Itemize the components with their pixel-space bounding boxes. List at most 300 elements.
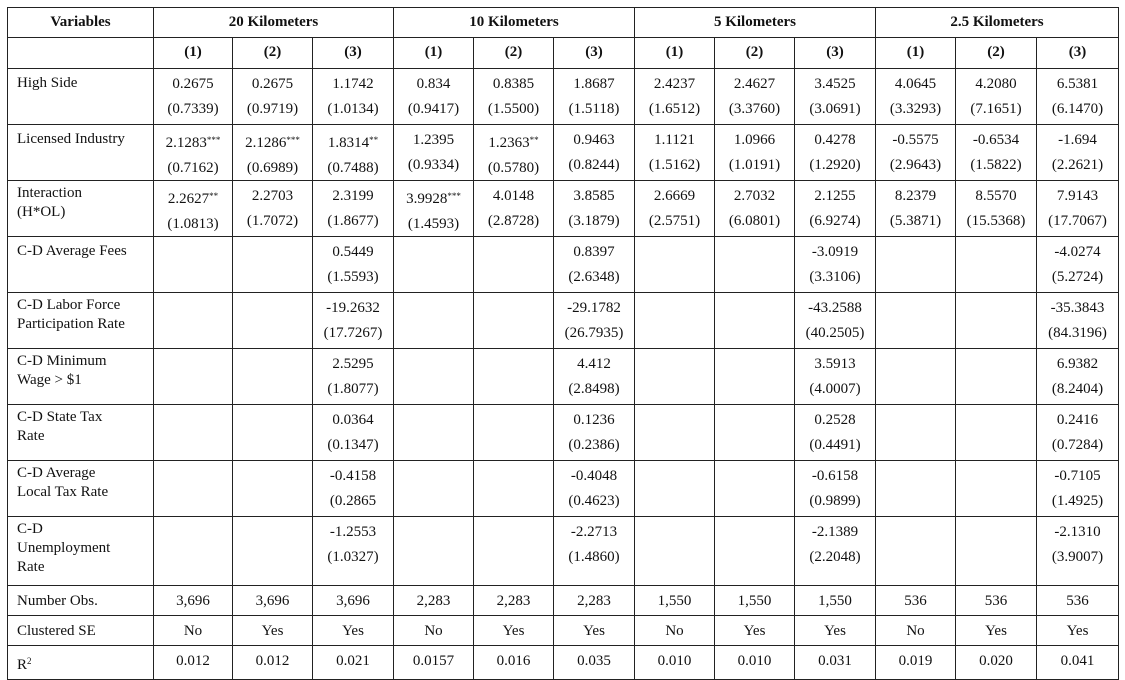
estimate-cell bbox=[876, 69, 956, 125]
summary-value: 0.0157 bbox=[394, 646, 474, 680]
coefficient-line bbox=[394, 72, 473, 97]
coefficient-line bbox=[554, 464, 634, 489]
summary-row bbox=[8, 586, 1119, 616]
significance-stars: *** bbox=[447, 191, 461, 201]
estimate-cell bbox=[554, 293, 635, 349]
standard-error: (0.9334) bbox=[407, 156, 460, 173]
coefficient: 2.2703 bbox=[251, 188, 294, 204]
estimate-cell bbox=[795, 517, 876, 586]
column-number-row bbox=[8, 38, 1119, 69]
estimate-cell bbox=[956, 69, 1037, 125]
standard-error: (1.5500) bbox=[487, 100, 540, 117]
estimate-cell bbox=[635, 293, 715, 349]
coefficient: 2.7032 bbox=[733, 188, 776, 204]
group-header-2-5km: 2.5 Kilometers bbox=[876, 8, 1119, 38]
standard-error: (0.7284) bbox=[1051, 436, 1104, 453]
standard-error: (1.7072) bbox=[246, 212, 299, 229]
estimate-cell bbox=[635, 181, 715, 237]
standard-error: (1.0134) bbox=[327, 100, 379, 117]
estimate-cell bbox=[956, 517, 1037, 586]
coefficient: 0.8385 bbox=[492, 76, 535, 92]
summary-value: Yes bbox=[554, 616, 635, 646]
superscript: 2 bbox=[27, 656, 32, 666]
coefficient-line bbox=[313, 520, 393, 545]
standard-error: (1.0191) bbox=[728, 156, 781, 173]
coefficient: 4.2080 bbox=[975, 76, 1017, 92]
estimate-cell bbox=[635, 517, 715, 586]
estimate-cell bbox=[474, 293, 554, 349]
estimate-cell bbox=[795, 125, 876, 181]
estimate-cell bbox=[876, 517, 956, 586]
variable-label-line: C-D Minimum bbox=[17, 353, 107, 369]
variable-label-line: (H*OL) bbox=[17, 204, 66, 220]
coefficient-line bbox=[795, 128, 875, 153]
control-variable-row bbox=[8, 405, 1119, 461]
coefficient-line bbox=[313, 72, 393, 97]
estimate-cell bbox=[635, 125, 715, 181]
summary-value: 0.019 bbox=[876, 646, 956, 680]
estimate-cell bbox=[795, 405, 876, 461]
coefficient: 3.4525 bbox=[814, 76, 856, 92]
coefficient: 0.0364 bbox=[332, 412, 374, 428]
coefficient: -2.1310 bbox=[1054, 524, 1101, 540]
variable-label bbox=[8, 349, 154, 405]
standard-error: (1.6512) bbox=[648, 100, 701, 117]
standard-error: (0.8244) bbox=[568, 156, 620, 173]
coefficient: 2.2627 bbox=[167, 191, 210, 207]
coefficient-line bbox=[795, 520, 875, 545]
coefficient-line bbox=[554, 408, 634, 433]
estimate-cell bbox=[154, 517, 233, 586]
estimate-cell bbox=[394, 69, 474, 125]
estimate-cell bbox=[394, 125, 474, 181]
estimate-cell bbox=[795, 349, 876, 405]
coefficient-line bbox=[554, 184, 634, 209]
variable-label-line: C-D bbox=[17, 521, 43, 537]
coefficient-line bbox=[1037, 408, 1118, 433]
group-header-20km: 20 Kilometers bbox=[154, 8, 394, 38]
standard-error: (6.1470) bbox=[1051, 100, 1104, 117]
standard-error: (1.0813) bbox=[167, 215, 219, 232]
estimate-cell bbox=[233, 237, 313, 293]
variable-label-line: Local Tax Rate bbox=[17, 484, 109, 500]
standard-error: (5.2724) bbox=[1051, 268, 1104, 285]
estimate-cell bbox=[635, 461, 715, 517]
coefficient-line bbox=[394, 128, 473, 153]
standard-error: (40.2505) bbox=[805, 324, 865, 341]
standard-error: (2.8498) bbox=[568, 380, 620, 397]
group-header-10km: 10 Kilometers bbox=[394, 8, 635, 38]
standard-error: (2.8728) bbox=[487, 212, 540, 229]
estimate-cell bbox=[956, 293, 1037, 349]
coefficient-line bbox=[795, 184, 875, 209]
column-header: (2) bbox=[715, 38, 795, 69]
standard-error: (3.9007) bbox=[1051, 548, 1104, 565]
estimate-cell bbox=[956, 349, 1037, 405]
estimate-cell bbox=[715, 461, 795, 517]
coefficient: 6.9382 bbox=[1056, 356, 1099, 372]
variable-label-line: C-D State Tax bbox=[17, 409, 103, 425]
summary-value: No bbox=[635, 616, 715, 646]
summary-label-text: Clustered SE bbox=[17, 623, 96, 639]
coefficient-line bbox=[956, 184, 1036, 209]
standard-error: (2.9643) bbox=[889, 156, 942, 173]
coefficient-line bbox=[635, 184, 714, 209]
coefficient: 7.9143 bbox=[1056, 188, 1099, 204]
coefficient-line bbox=[313, 184, 393, 209]
standard-error: (3.3760) bbox=[728, 100, 781, 117]
estimate-cell bbox=[956, 181, 1037, 237]
coefficient: 1.1742 bbox=[332, 76, 374, 92]
summary-value: No bbox=[394, 616, 474, 646]
coefficient-line bbox=[554, 352, 634, 377]
coefficient: -4.0274 bbox=[1054, 244, 1101, 260]
column-header: (1) bbox=[876, 38, 956, 69]
standard-error: (3.0691) bbox=[809, 100, 861, 117]
variable-label-line: C-D Average Fees bbox=[17, 243, 127, 259]
summary-value: 0.016 bbox=[474, 646, 554, 680]
estimate-cell bbox=[554, 349, 635, 405]
estimate-cell bbox=[233, 125, 313, 181]
estimate-cell bbox=[795, 461, 876, 517]
estimate-cell bbox=[474, 517, 554, 586]
column-header: (3) bbox=[554, 38, 635, 69]
coefficient: -35.3843 bbox=[1050, 300, 1105, 316]
standard-error: (17.7267) bbox=[323, 324, 383, 341]
summary-value: 536 bbox=[956, 586, 1037, 616]
coefficient: -1.2553 bbox=[329, 524, 377, 540]
coefficient-row bbox=[8, 181, 1119, 237]
empty-corner-cell bbox=[8, 38, 154, 69]
coefficient-line bbox=[154, 184, 232, 212]
estimate-cell bbox=[1037, 461, 1119, 517]
estimate-cell bbox=[154, 69, 233, 125]
coefficient: -2.2713 bbox=[570, 524, 618, 540]
coefficient-line bbox=[313, 296, 393, 321]
standard-error: (0.1347) bbox=[327, 436, 379, 453]
coefficient-line bbox=[715, 184, 794, 209]
standard-error: (1.8677) bbox=[327, 212, 379, 229]
estimate-cell bbox=[554, 461, 635, 517]
coefficient: 3.5913 bbox=[814, 356, 856, 372]
coefficient-row bbox=[8, 125, 1119, 181]
coefficient: 0.4278 bbox=[814, 132, 856, 148]
estimate-cell bbox=[313, 125, 394, 181]
estimate-cell bbox=[233, 69, 313, 125]
standard-error: (1.5118) bbox=[568, 100, 620, 117]
estimate-cell bbox=[474, 461, 554, 517]
estimate-cell bbox=[394, 181, 474, 237]
coefficient-line bbox=[154, 128, 232, 156]
coefficient-line bbox=[554, 520, 634, 545]
standard-error: (1.4860) bbox=[568, 548, 620, 565]
coefficient-line bbox=[1037, 128, 1118, 153]
coefficient-line bbox=[1037, 352, 1118, 377]
estimate-cell bbox=[876, 293, 956, 349]
coefficient: -29.1782 bbox=[567, 300, 621, 316]
significance-stars: *** bbox=[286, 135, 300, 145]
estimate-cell bbox=[474, 69, 554, 125]
standard-error: (0.4623) bbox=[568, 492, 620, 509]
significance-stars: ** bbox=[529, 135, 539, 145]
estimate-cell bbox=[1037, 125, 1119, 181]
summary-value: 536 bbox=[1037, 586, 1119, 616]
summary-value: 1,550 bbox=[715, 586, 795, 616]
estimate-cell bbox=[1037, 517, 1119, 586]
standard-error: (1.8077) bbox=[327, 380, 379, 397]
estimate-cell bbox=[956, 125, 1037, 181]
summary-value: 0.012 bbox=[233, 646, 313, 680]
estimate-cell bbox=[1037, 237, 1119, 293]
standard-error: (1.2920) bbox=[809, 156, 861, 173]
coefficient: 2.1255 bbox=[814, 188, 856, 204]
summary-value: 0.020 bbox=[956, 646, 1037, 680]
summary-value: Yes bbox=[795, 616, 876, 646]
standard-error: (0.2865 bbox=[329, 492, 377, 509]
estimate-cell bbox=[795, 293, 876, 349]
estimate-cell bbox=[233, 517, 313, 586]
summary-label bbox=[8, 586, 154, 616]
coefficient-line bbox=[876, 72, 955, 97]
estimate-cell bbox=[715, 517, 795, 586]
summary-row bbox=[8, 616, 1119, 646]
coefficient-line bbox=[233, 128, 312, 156]
coefficient: 0.8397 bbox=[573, 244, 615, 260]
coefficient: 2.5295 bbox=[332, 356, 374, 372]
coefficient-line bbox=[474, 184, 553, 209]
summary-value: 0.010 bbox=[635, 646, 715, 680]
variable-label-line: Interaction bbox=[17, 185, 82, 201]
variable-label-line: Participation Rate bbox=[17, 316, 125, 332]
variable-label bbox=[8, 405, 154, 461]
estimate-cell bbox=[1037, 69, 1119, 125]
estimate-cell bbox=[154, 237, 233, 293]
coefficient: 0.5449 bbox=[332, 244, 374, 260]
standard-error: (2.6348) bbox=[568, 268, 620, 285]
estimate-cell bbox=[313, 237, 394, 293]
coefficient: -0.7105 bbox=[1054, 468, 1101, 484]
coefficient: 2.4237 bbox=[653, 76, 696, 92]
standard-error: (1.5593) bbox=[327, 268, 379, 285]
estimate-cell bbox=[554, 69, 635, 125]
standard-error: (1.0327) bbox=[327, 548, 379, 565]
summary-value: 2,283 bbox=[554, 586, 635, 616]
coefficient: -43.2588 bbox=[808, 300, 862, 316]
estimate-cell bbox=[474, 125, 554, 181]
estimate-cell bbox=[233, 461, 313, 517]
coefficient: 3.8585 bbox=[573, 188, 615, 204]
variable-label bbox=[8, 125, 154, 181]
coefficient-line bbox=[313, 464, 393, 489]
estimate-cell bbox=[554, 405, 635, 461]
summary-value: Yes bbox=[474, 616, 554, 646]
summary-value: 2,283 bbox=[474, 586, 554, 616]
estimate-cell bbox=[635, 405, 715, 461]
coefficient: 2.1283 bbox=[165, 135, 207, 151]
standard-error: (5.3871) bbox=[889, 212, 942, 229]
estimate-cell bbox=[554, 125, 635, 181]
estimate-cell bbox=[394, 517, 474, 586]
variable-label bbox=[8, 69, 154, 125]
standard-error: (3.1879) bbox=[568, 212, 620, 229]
summary-value: 0.041 bbox=[1037, 646, 1119, 680]
standard-error: (7.1651) bbox=[970, 100, 1022, 117]
coefficient: 1.2363 bbox=[488, 135, 530, 151]
coefficient: -0.6158 bbox=[811, 468, 859, 484]
coefficient: -2.1389 bbox=[811, 524, 859, 540]
column-header: (3) bbox=[313, 38, 394, 69]
coefficient-line bbox=[1037, 520, 1118, 545]
column-header: (1) bbox=[154, 38, 233, 69]
coefficient-row bbox=[8, 69, 1119, 125]
coefficient: -0.4158 bbox=[329, 468, 377, 484]
coefficient-line bbox=[1037, 184, 1118, 209]
summary-label bbox=[8, 616, 154, 646]
estimate-cell bbox=[474, 237, 554, 293]
estimate-cell bbox=[795, 181, 876, 237]
summary-value: 0.035 bbox=[554, 646, 635, 680]
standard-error: (15.5368) bbox=[966, 212, 1026, 229]
coefficient: 0.9463 bbox=[573, 132, 615, 148]
coefficient-line bbox=[1037, 72, 1118, 97]
variable-label-line: Unemployment bbox=[17, 540, 111, 556]
summary-label-text: Number Obs. bbox=[17, 593, 98, 609]
coefficient: 0.2416 bbox=[1056, 412, 1099, 428]
coefficient-line bbox=[795, 352, 875, 377]
coefficient-line bbox=[635, 72, 714, 97]
coefficient-line bbox=[313, 240, 393, 265]
standard-error: (3.3106) bbox=[809, 268, 861, 285]
coefficient-line bbox=[715, 128, 794, 153]
estimate-cell bbox=[154, 405, 233, 461]
coefficient: 0.834 bbox=[416, 76, 451, 92]
standard-error: (0.9899) bbox=[809, 492, 861, 509]
coefficient: -19.2632 bbox=[326, 300, 380, 316]
summary-value: No bbox=[154, 616, 233, 646]
coefficient: -0.5575 bbox=[892, 132, 939, 148]
coefficient-line bbox=[554, 72, 634, 97]
coefficient: 2.4627 bbox=[733, 76, 776, 92]
summary-value: 3,696 bbox=[313, 586, 394, 616]
variable-label bbox=[8, 293, 154, 349]
variable-label-line: High Side bbox=[17, 75, 78, 91]
variable-label-line: C-D Labor Force bbox=[17, 297, 121, 313]
estimate-cell bbox=[876, 237, 956, 293]
column-header: (3) bbox=[795, 38, 876, 69]
coefficient-line bbox=[715, 72, 794, 97]
summary-value: 0.021 bbox=[313, 646, 394, 680]
control-variable-row bbox=[8, 461, 1119, 517]
coefficient-line bbox=[474, 72, 553, 97]
estimate-cell bbox=[795, 69, 876, 125]
coefficient-line bbox=[956, 72, 1036, 97]
standard-error: (1.5822) bbox=[970, 156, 1022, 173]
estimate-cell bbox=[876, 461, 956, 517]
column-header: (1) bbox=[394, 38, 474, 69]
estimate-cell bbox=[1037, 349, 1119, 405]
coefficient: 2.3199 bbox=[332, 188, 374, 204]
coefficient: 1.8314 bbox=[327, 135, 370, 151]
summary-value: 3,696 bbox=[154, 586, 233, 616]
variables-header: Variables bbox=[8, 8, 154, 38]
variable-label-line: Licensed Industry bbox=[17, 131, 125, 147]
coefficient-line bbox=[876, 128, 955, 153]
coefficient: 3.9928 bbox=[406, 191, 448, 207]
standard-error: (6.0801) bbox=[728, 212, 781, 229]
summary-value: 0.031 bbox=[795, 646, 876, 680]
control-variable-row bbox=[8, 293, 1119, 349]
variable-label bbox=[8, 181, 154, 237]
estimate-cell bbox=[154, 461, 233, 517]
coefficient-line bbox=[635, 128, 714, 153]
summary-row bbox=[8, 646, 1119, 680]
estimate-cell bbox=[233, 293, 313, 349]
estimate-cell bbox=[313, 293, 394, 349]
summary-value: 2,283 bbox=[394, 586, 474, 616]
coefficient-line bbox=[233, 184, 312, 209]
column-header: (3) bbox=[1037, 38, 1119, 69]
estimate-cell bbox=[233, 349, 313, 405]
variable-label-line: C-D Average bbox=[17, 465, 96, 481]
coefficient-line bbox=[956, 128, 1036, 153]
estimate-cell bbox=[313, 517, 394, 586]
estimate-cell bbox=[313, 461, 394, 517]
estimate-cell bbox=[715, 405, 795, 461]
estimate-cell bbox=[956, 237, 1037, 293]
coefficient-line bbox=[394, 184, 473, 212]
coefficient-line bbox=[474, 128, 553, 156]
standard-error: (2.2048) bbox=[809, 548, 861, 565]
standard-error: (1.5162) bbox=[648, 156, 701, 173]
summary-value: 0.012 bbox=[154, 646, 233, 680]
standard-error: (2.5751) bbox=[648, 212, 701, 229]
coefficient: 8.5570 bbox=[975, 188, 1017, 204]
standard-error: (0.6989) bbox=[246, 159, 299, 176]
estimate-cell bbox=[876, 349, 956, 405]
significance-stars: *** bbox=[206, 135, 221, 145]
coefficient-line bbox=[795, 464, 875, 489]
summary-value: Yes bbox=[956, 616, 1037, 646]
estimate-cell bbox=[313, 349, 394, 405]
summary-label bbox=[8, 646, 154, 680]
estimate-cell bbox=[554, 181, 635, 237]
coefficient-line bbox=[1037, 296, 1118, 321]
estimate-cell bbox=[876, 181, 956, 237]
variable-label bbox=[8, 517, 154, 586]
coefficient-line bbox=[876, 184, 955, 209]
coefficient-line bbox=[1037, 464, 1118, 489]
summary-value: Yes bbox=[233, 616, 313, 646]
summary-value: 1,550 bbox=[635, 586, 715, 616]
standard-error: (26.7935) bbox=[564, 324, 624, 341]
coefficient-line bbox=[154, 72, 232, 97]
coefficient: 1.8687 bbox=[573, 76, 615, 92]
estimate-cell bbox=[956, 461, 1037, 517]
estimate-cell bbox=[474, 349, 554, 405]
coefficient: 0.1236 bbox=[573, 412, 615, 428]
standard-error: (0.7488) bbox=[327, 159, 379, 176]
coefficient-line bbox=[795, 296, 875, 321]
estimate-cell bbox=[715, 69, 795, 125]
group-header-row bbox=[8, 8, 1119, 38]
standard-error: (0.5780) bbox=[487, 159, 540, 176]
standard-error: (8.2404) bbox=[1051, 380, 1104, 397]
standard-error: (0.7339) bbox=[167, 100, 219, 117]
variable-label-line: Wage > $1 bbox=[17, 372, 82, 388]
variable-label-line: Rate bbox=[17, 428, 45, 444]
summary-value: 0.010 bbox=[715, 646, 795, 680]
estimate-cell bbox=[474, 181, 554, 237]
